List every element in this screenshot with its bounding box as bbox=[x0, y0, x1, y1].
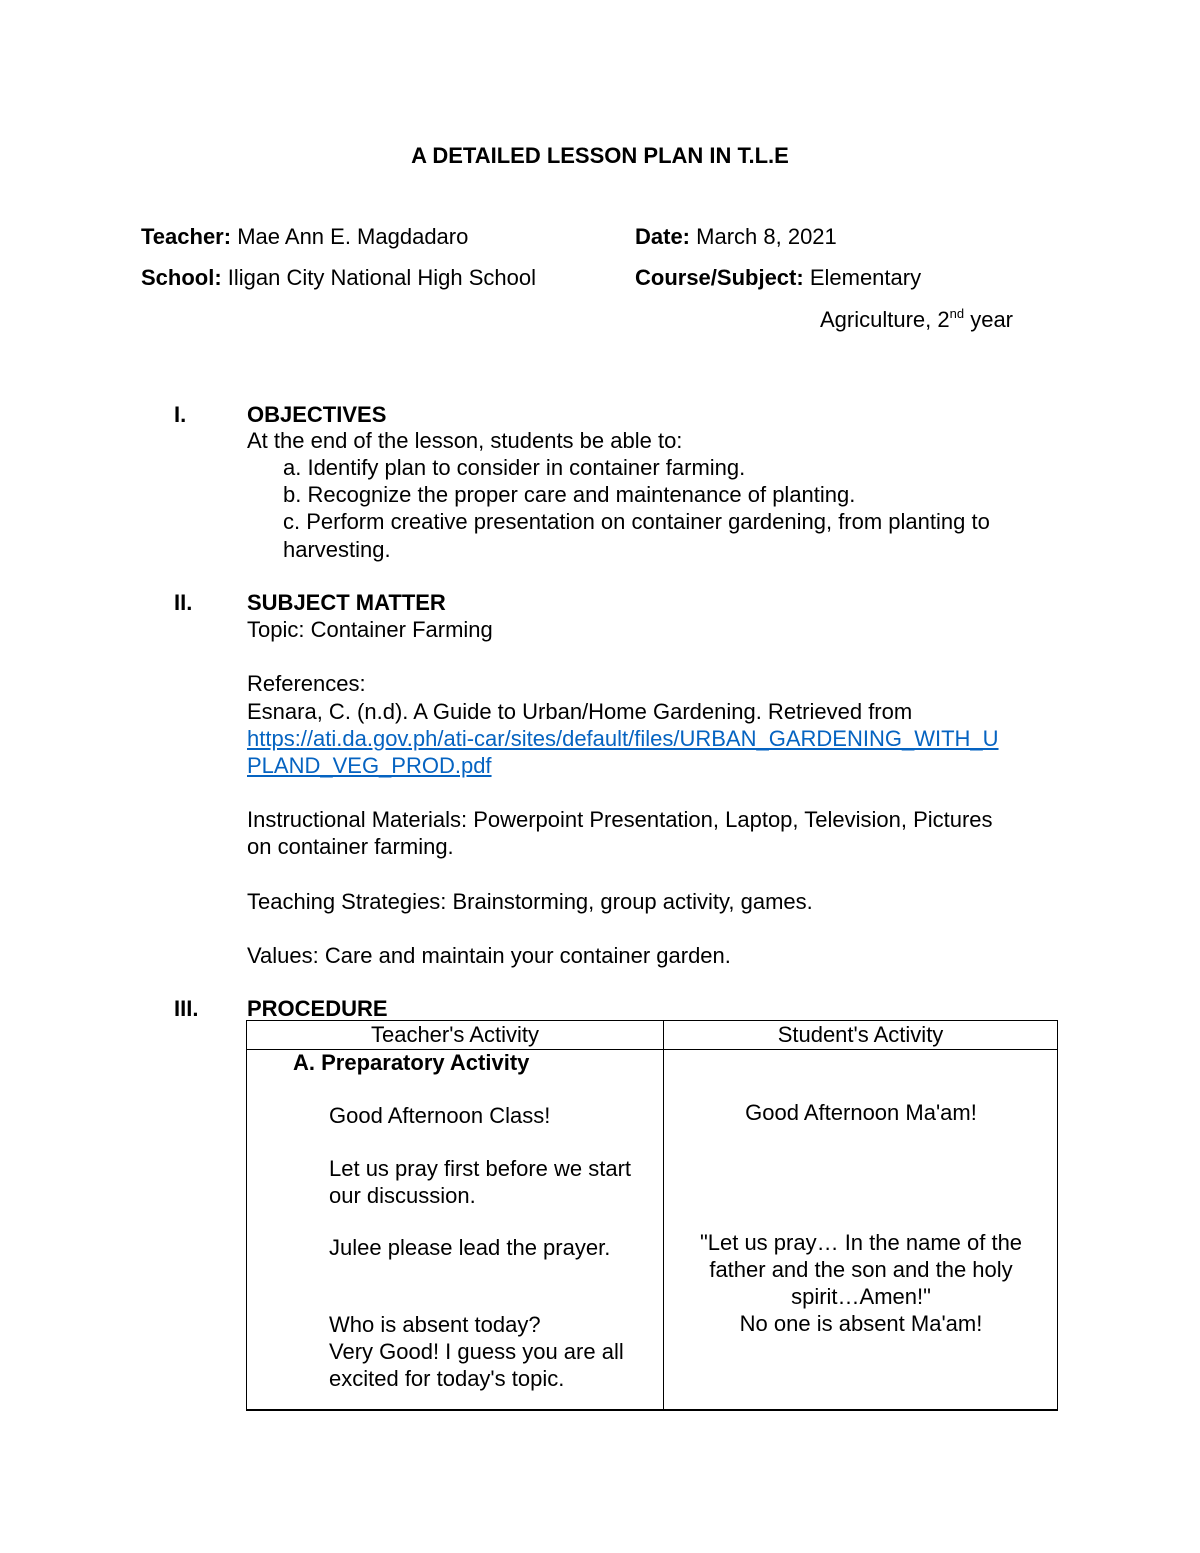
procedure-table bbox=[246, 1020, 1058, 1410]
section-heading-procedure: PROCEDURE bbox=[247, 996, 388, 1021]
student-line: "Let us pray… In the name of the bbox=[699, 1230, 1023, 1255]
objectives-intro: At the end of the lesson, students be able to: bbox=[247, 428, 683, 453]
student-line: spirit…Amen!" bbox=[791, 1284, 931, 1309]
teacher-activity-cell bbox=[247, 1050, 664, 1410]
school-row bbox=[141, 265, 536, 291]
student-line: father and the son and the holy bbox=[709, 1257, 1013, 1282]
instructional-materials-continued: on container farming. bbox=[247, 834, 454, 859]
teacher-row bbox=[141, 224, 468, 250]
column-header-student: Student's Activity bbox=[664, 1021, 1058, 1050]
section-number-subject-matter: II. bbox=[174, 590, 193, 615]
school-label: School: bbox=[141, 265, 222, 290]
table-header-row bbox=[247, 1021, 1058, 1050]
course-row bbox=[635, 265, 921, 291]
date-label: Date: bbox=[635, 224, 691, 249]
section-heading-subject-matter: SUBJECT MATTER bbox=[247, 590, 446, 615]
date-value: March 8, 2021 bbox=[696, 224, 837, 249]
teacher-line: Let us pray first before we start bbox=[329, 1156, 632, 1181]
section-heading-objectives: OBJECTIVES bbox=[247, 402, 387, 427]
teacher-line: Very Good! I guess you are all bbox=[329, 1339, 624, 1364]
date-row bbox=[635, 224, 837, 250]
reference-link-line-2[interactable]: PLAND_VEG_PROD.pdf bbox=[247, 753, 492, 778]
values: Values: Care and maintain your container garden. bbox=[247, 943, 731, 968]
teacher-line: Julee please lead the prayer. bbox=[329, 1235, 611, 1260]
teaching-strategies: Teaching Strategies: Brainstorming, group activity, games. bbox=[247, 889, 813, 914]
teacher-label: Teacher: bbox=[141, 224, 232, 249]
objective-a: a. Identify plan to consider in container farming. bbox=[283, 455, 746, 480]
course-value: Elementary bbox=[809, 265, 922, 290]
table-bottom-rule bbox=[246, 1409, 1058, 1411]
teacher-line: Good Afternoon Class! bbox=[329, 1103, 551, 1128]
teacher-line: excited for today's topic. bbox=[329, 1366, 565, 1391]
section-number-procedure: III. bbox=[174, 996, 199, 1021]
teacher-value: Mae Ann E. Magdadaro bbox=[237, 224, 469, 249]
objective-c-continued: harvesting. bbox=[283, 537, 391, 562]
subsection-heading: A. Preparatory Activity bbox=[293, 1050, 530, 1075]
references-label: References: bbox=[247, 671, 366, 696]
teacher-line: our discussion. bbox=[329, 1183, 476, 1208]
course-value-continued: Agriculture, 2nd year bbox=[820, 306, 1014, 332]
page-title: A DETAILED LESSON PLAN IN T.L.E bbox=[411, 143, 789, 168]
reference-link-line-1[interactable]: https://ati.da.gov.ph/ati-car/sites/default/files/URBAN_GARDENING_WITH_U bbox=[247, 726, 999, 751]
student-line: Good Afternoon Ma'am! bbox=[745, 1100, 977, 1125]
reference-link-continued[interactable] bbox=[247, 753, 492, 779]
student-activity-cell bbox=[664, 1050, 1058, 1410]
column-header-teacher: Teacher's Activity bbox=[247, 1021, 664, 1050]
student-line: No one is absent Ma'am! bbox=[739, 1311, 983, 1336]
objective-c: c. Perform creative presentation on container gardening, from planting to bbox=[283, 509, 990, 534]
objective-b: b. Recognize the proper care and maintenance of planting. bbox=[283, 482, 856, 507]
course-label: Course/Subject: bbox=[635, 265, 804, 290]
reference-text: Esnara, C. (n.d). A Guide to Urban/Home Gardening. Retrieved from bbox=[247, 699, 913, 724]
school-value: Iligan City National High School bbox=[227, 265, 536, 290]
section-number-objectives: I. bbox=[174, 402, 187, 427]
topic: Topic: Container Farming bbox=[247, 617, 493, 642]
teacher-line: Who is absent today? bbox=[329, 1312, 541, 1337]
reference-link[interactable] bbox=[247, 726, 999, 752]
table-row bbox=[247, 1050, 1058, 1410]
instructional-materials: Instructional Materials: Powerpoint Presentation, Laptop, Television, Pictures bbox=[247, 807, 993, 832]
